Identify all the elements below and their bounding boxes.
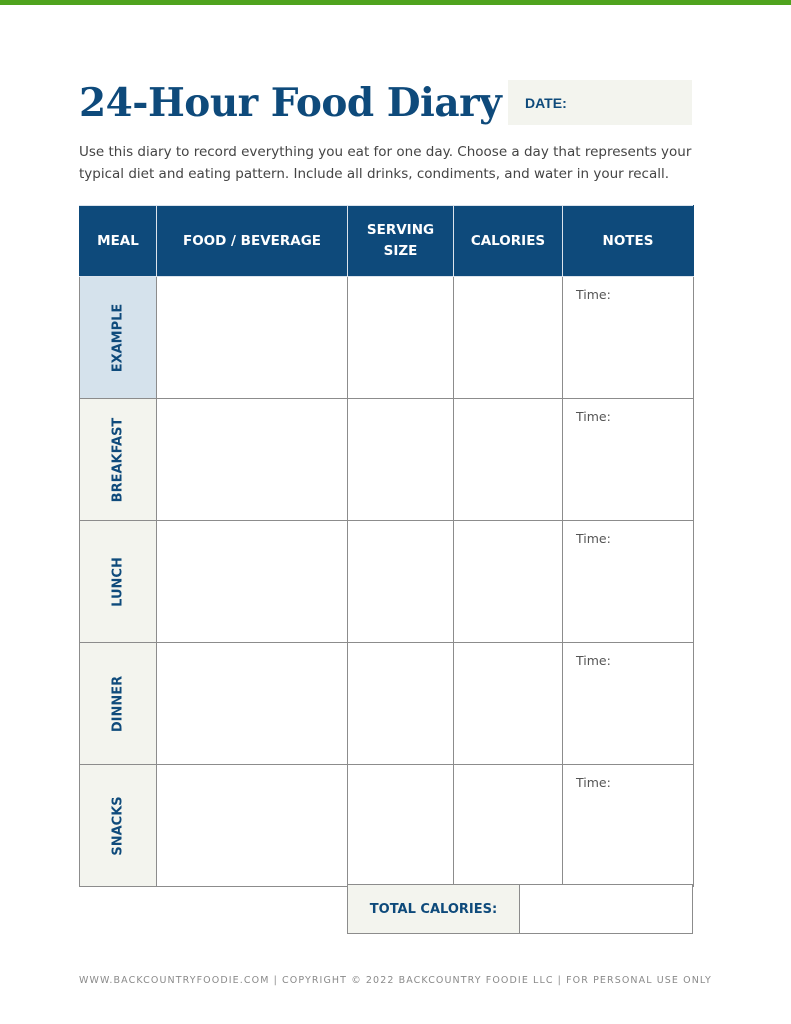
time-label: Time: bbox=[576, 531, 611, 546]
meal-cell-dinner bbox=[80, 643, 157, 765]
food-diary-table bbox=[79, 205, 694, 887]
meal-label: SNACKS bbox=[110, 795, 126, 856]
time-label: Time: bbox=[576, 409, 611, 424]
header-meal: MEAL bbox=[80, 206, 157, 277]
notes-cell[interactable] bbox=[563, 521, 694, 643]
date-field[interactable] bbox=[508, 80, 692, 125]
header-calories: CALORIES bbox=[454, 206, 563, 277]
serving-size-cell[interactable] bbox=[348, 521, 454, 643]
notes-cell[interactable] bbox=[563, 277, 694, 399]
meal-label: EXAMPLE bbox=[110, 303, 126, 372]
notes-cell[interactable] bbox=[563, 643, 694, 765]
header-food-beverage: FOOD / BEVERAGE bbox=[157, 206, 348, 277]
footer-text: WWW.BACKCOUNTRYFOODIE.COM | COPYRIGHT © 2022 BACKCOUNTRY FOODIE LLC | FOR PERSONAL USE ONLY bbox=[79, 975, 712, 986]
meal-cell-example bbox=[80, 277, 157, 399]
total-calories-field[interactable] bbox=[519, 884, 693, 934]
food-beverage-cell[interactable] bbox=[157, 765, 348, 887]
food-beverage-cell[interactable] bbox=[157, 399, 348, 521]
meal-cell-lunch bbox=[80, 521, 157, 643]
time-label: Time: bbox=[576, 775, 611, 790]
table-row bbox=[80, 277, 694, 399]
table-row bbox=[80, 765, 694, 887]
intro-text: Use this diary to record everything you eat for one day. Choose a day that represents your typical diet and eating pattern. Include all drinks, condiments, and water in your recall. bbox=[79, 144, 692, 182]
accent-top-bar bbox=[0, 0, 791, 5]
header-serving-size bbox=[348, 206, 454, 277]
serving-size-cell[interactable] bbox=[348, 765, 454, 887]
calories-cell[interactable] bbox=[454, 643, 563, 765]
meal-cell-breakfast bbox=[80, 399, 157, 521]
meal-label: LUNCH bbox=[110, 556, 126, 607]
header-serving-size-label: SERVING SIZE bbox=[366, 222, 435, 259]
table-row bbox=[80, 521, 694, 643]
calories-cell[interactable] bbox=[454, 521, 563, 643]
page-title: 24-Hour Food Diary bbox=[79, 80, 502, 126]
table-header-row bbox=[80, 206, 694, 277]
notes-cell[interactable] bbox=[563, 765, 694, 887]
meal-label: DINNER bbox=[110, 675, 126, 732]
date-label: DATE: bbox=[525, 94, 567, 111]
calories-cell[interactable] bbox=[454, 765, 563, 887]
serving-size-cell[interactable] bbox=[348, 399, 454, 521]
calories-cell[interactable] bbox=[454, 277, 563, 399]
serving-size-cell[interactable] bbox=[348, 643, 454, 765]
meal-cell-snacks bbox=[80, 765, 157, 887]
table-row bbox=[80, 643, 694, 765]
meal-label: BREAKFAST bbox=[110, 417, 126, 502]
time-label: Time: bbox=[576, 287, 611, 302]
table-row bbox=[80, 399, 694, 521]
serving-size-cell[interactable] bbox=[348, 277, 454, 399]
notes-cell[interactable] bbox=[563, 399, 694, 521]
calories-cell[interactable] bbox=[454, 399, 563, 521]
food-beverage-cell[interactable] bbox=[157, 277, 348, 399]
food-beverage-cell[interactable] bbox=[157, 643, 348, 765]
food-beverage-cell[interactable] bbox=[157, 521, 348, 643]
time-label: Time: bbox=[576, 653, 611, 668]
header-notes: NOTES bbox=[563, 206, 694, 277]
total-calories-label: TOTAL CALORIES: bbox=[347, 884, 520, 934]
